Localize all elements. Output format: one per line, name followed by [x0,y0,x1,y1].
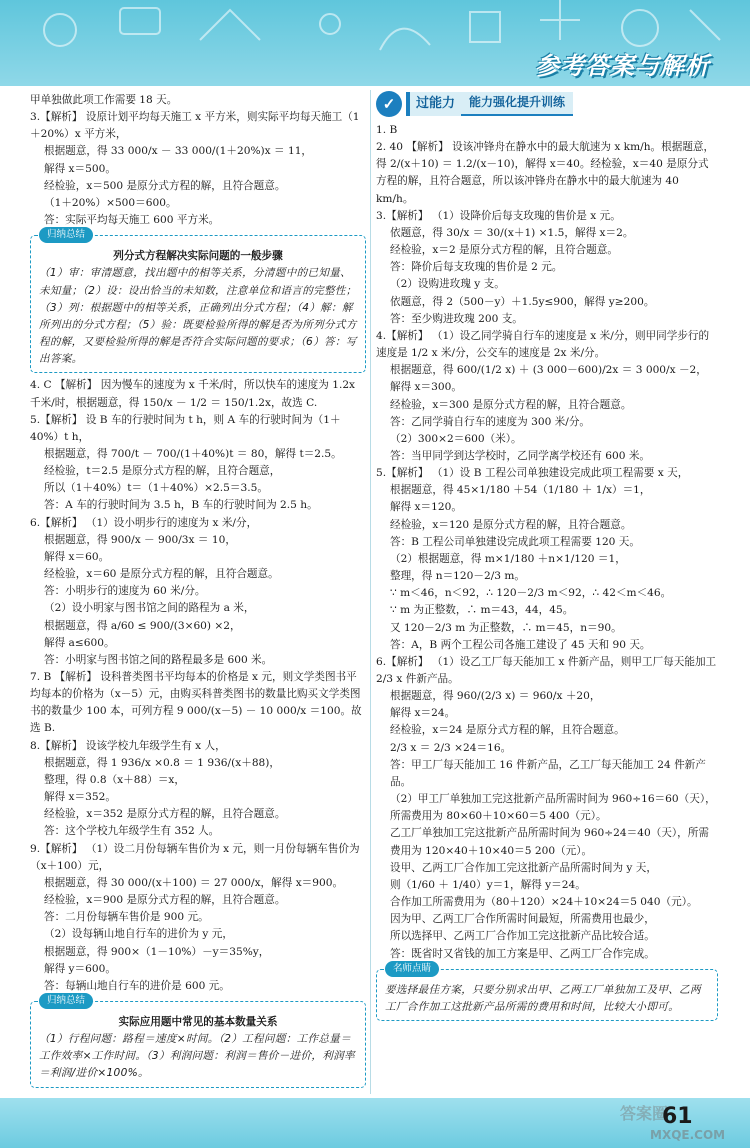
answer-line: 整理，得 n＝120－2/3 m。 [390,570,526,583]
answer-line: 答：至少购进玫瑰 200 支。 [390,312,523,325]
answer-line: 8.【解析】 设该学校九年级学生有 x 人， [30,739,226,752]
answer-line: （2）设每辆山地自行车的进价为 y 元， [44,928,233,941]
answer-line: 根据题意，得 900/x － 900/3x ＝ 10， [44,533,236,546]
answer-line: 整理，得 0.8（x＋88）＝x， [44,773,185,786]
left-answers-a [30,92,366,229]
answer-line: 答：每辆山地自行车的进价是 600 元。 [44,979,230,992]
answer-line: （1＋20%）×500＝600。 [44,196,177,209]
answer-line: 根据题意，得 30 000/(x＋100) ＝ 27 000/x，解得 x＝900。 [44,876,344,889]
answer-line: 答：降价后每支玫瑰的售价是 2 元。 [390,261,563,274]
answer-line: 答：既省时又省钱的加工方案是甲、乙两工厂合作完成。 [390,947,655,960]
answer-line: 所以（1＋40%）t＝（1＋40%）×2.5＝3.5。 [44,482,268,495]
answer-line: 经检验，x＝60 是原分式方程的解，且符合题意。 [44,568,279,581]
answer-line: 经检验，x＝120 是原分式方程的解，且符合题意。 [390,518,632,531]
answer-line: 根据题意，得 960/(2/3 x) ＝ 960/x ＋20， [390,690,601,703]
answer-line: （2）300×2＝600（米）。 [390,432,522,445]
section-header [376,92,718,116]
answer-line: 答：A 车的行驶时间为 3.5 h，B 车的行驶时间为 2.5 h。 [44,499,318,512]
answer-line: 答：B 工程公司单独建设完成此项工程需要 120 天。 [390,535,640,548]
answer-line: 根据题意，得 900×（1－10%）－y＝35%y， [44,945,270,958]
tip-box [376,962,718,1021]
answer-line: （2）根据题意，得 m×1/180 ＋n×1/120 ＝1， [390,552,626,565]
answer-line: 依题意，得 30/x ＝ 30/(x＋1) ×1.5，解得 x＝2。 [390,226,634,239]
section-subtitle: 能力强化提升训练 [461,92,573,115]
answer-line: 2/3 x ＝ 2/3 ×24＝16。 [390,741,512,754]
page-number: 61 [662,1104,693,1129]
summary-title: 实际应用题中常见的基本数量关系 [118,1015,278,1028]
answer-line: 所以选择甲、乙两工厂合作加工完这批新产品比较合适。 [390,930,655,943]
checkmark-icon: ✓ [376,91,402,117]
summary-body: （1）审：审清题意，找出题中的相等关系，分清题中的已知量、未知量；（2）设：设出恰当的未知数，注意单位和语言的完整性；（3）列：根据题中的相等关系，正确列出分式方程；（4）解：解所列出的分式方程；（5）验：既要检验所得的解是否为所列分式方程的解，又要检验所得的解是否符合实际问题的要求；（6）答：写出答案。 [39,267,357,366]
answer-line: 根据题意，得 600/(1/2 x) ＋ (3 000－600)/2x ＝ 3 000/x －2， [390,364,707,377]
answer-line: 设甲、乙两工厂合作加工完这批新产品所需时间为 y 天， [390,861,657,874]
answer-line: 解得 x＝60。 [44,550,110,563]
answer-line: 答：小明家与图书馆之间的路程最多是 600 米。 [44,653,273,666]
answer-line: 2. 40 【解析】 设该冲锋舟在静水中的最大航速为 x km/h。根据题意，得 2/(x＋10) ＝ 1.2/(x－10)，解得 x＝40。经检验，x＝40 是原分式方程的解，且符合题意，所以该冲锋舟在静水中的最大航速为 40 km/h。 [376,141,715,205]
section-name: 过能力 [406,92,461,115]
answer-line: 6.【解析】 （1）设乙工厂每天能加工 x 件新产品，则甲工厂每天能加工 2/3 x 件新产品。 [376,655,717,685]
tip-tag: 名师点睛 [385,961,439,977]
answer-line: 答：实际平均每天施工 600 平方米。 [44,214,220,227]
summary-box-1 [30,229,366,373]
answer-line: （2）设小明家与图书馆之间的路程为 a 米， [44,602,255,615]
answer-line: 经检验，x＝300 是原分式方程的解，且符合题意。 [390,398,632,411]
watermark-url: MXQE.COM [650,1128,726,1142]
answer-line: 答：A，B 两个工程公司各施工建设了 45 天和 90 天。 [390,638,651,651]
right-column [376,92,718,1025]
watermark-logo: 答案圈 [620,1104,669,1123]
left-answers-b [30,377,366,995]
answer-line: 5.【解析】 设 B 车的行驶时间为 t h，则 A 车的行驶时间为（1＋40%）t h， [30,413,341,443]
answer-line: 答：甲工厂每天能加工 16 件新产品，乙工厂每天能加工 24 件新产品。 [390,758,706,788]
answer-line: 6.【解析】 （1）设小明步行的速度为 x 米/分， [30,516,258,529]
answer-line: 则（1/60 ＋ 1/40）y＝1，解得 y＝24。 [390,878,586,891]
answer-line: （2）设购进玫瑰 y 支。 [390,278,505,291]
answer-line: 解得 y＝600。 [44,962,116,975]
answer-line: 甲单独做此项工作需要 18 天。 [30,94,178,106]
answer-line: 经检验，x＝2 是原分式方程的解，且符合题意。 [390,244,618,257]
answer-line: 4.【解析】 （1）设乙同学骑自行车的速度是 x 米/分，则甲同学步行的速度是 1/2 x 米/分，公交车的速度是 2x 米/分。 [376,329,710,360]
summary-title: 列分式方程解决实际问题的一般步骤 [113,250,283,263]
answer-line: 解得 x＝300。 [390,381,462,394]
answer-line: 1. B [376,124,398,136]
answer-line: 答：这个学校九年级学生有 352 人。 [44,825,220,838]
answer-line: ∵ m＜46，n＜92，∴ 120－2/3 m＜92，∴ 42＜m＜46。 [390,587,672,600]
answer-line: 3.【解析】 （1）设降价后每支玫瑰的售价是 x 元。 [376,209,621,222]
answer-line: 依题意，得 2（500－y）＋1.5y≤900，解得 y≥200。 [390,295,655,308]
answer-line: 答：小明步行的速度为 60 米/分。 [44,585,206,598]
answer-line: 经检验，x＝500 是原分式方程的解，且符合题意。 [44,179,286,192]
answer-line: 经检验，x＝352 是原分式方程的解，且符合题意。 [44,808,286,821]
answer-line: 乙工厂单独加工完这批新产品所需时间为 960÷24＝40（天），所需费用为 120×40＋10×40＝5 200（元）。 [390,827,709,857]
answer-line: 解得 x＝24。 [390,707,456,720]
answer-line: 解得 a≤600。 [44,636,115,649]
summary-box-2 [30,994,366,1088]
answer-line: 答：二月份每辆车售价是 900 元。 [44,911,209,924]
answer-line: 解得 x＝352。 [44,791,116,804]
answer-line: 3.【解析】 设原计划平均每天施工 x 平方米，则实际平均每天施工（1＋20%）x 平方米， [30,111,360,141]
answer-line: 根据题意，得 33 000/x － 33 000/(1＋20%)x ＝ 11， [44,145,313,158]
answer-line: 4. C 【解析】 因为慢车的速度为 x 千米/时，所以快车的速度为 1.2x 千米/时，根据题意，得 150/x － 1/2 ＝ 150/1.2x，故选 C. [30,379,356,409]
header-banner [0,0,750,86]
column-divider [370,90,371,1094]
right-answers [376,122,718,963]
answer-line: 根据题意，得 45×1/180 ＋54（1/180 ＋ 1/x）＝1， [390,484,651,497]
answer-line: 合作加工所需费用为（80＋120）×24＋10×24＝5 040（元）。 [390,896,698,909]
answer-line: 经检验，x＝24 是原分式方程的解，且符合题意。 [390,724,625,737]
answer-line: 根据题意，得 700/t － 700/(1＋40%)t ＝ 80，解得 t＝2.5。 [44,447,342,460]
answer-line: ∵ m 为正整数，∴ m＝43，44，45。 [390,604,574,617]
left-column [30,92,366,1092]
answer-line: 解得 x＝500。 [44,162,116,175]
answer-line: （2）甲工厂单独加工完这批新产品所需时间为 960÷16＝60（天），所需费用为 80×60＋10×60＝5 400（元）。 [390,793,716,823]
answer-line: 答：当甲同学到达学校时，乙同学离学校还有 600 米。 [390,449,651,462]
answer-line: 7. B 【解析】 设科普类图书平均每本的价格是 x 元，则文学类图书平均每本的价格为（x－5）元，由购买科普类图书的数量比购买文学类图书的数量少 100 本，可列方程 9 000/(x－5) － 10 000/x ＝100。故选 B. [30,671,362,735]
summary-tag: 归纳总结 [39,227,93,243]
answer-line: 因为甲、乙两工厂合作所需时间最短，所需费用也最少， [390,913,655,926]
answer-line: 根据题意，得 a/60 ≤ 900/(3×60) ×2， [44,619,241,632]
summary-body: （1）行程问题：路程＝速度×时间。（2）工程问题：工作总量＝工作效率×工作时间。（3）利润问题：利润＝售价－进价，利润率＝利润/进价×100%。 [39,1033,355,1080]
answer-line: 经检验，t＝2.5 是原分式方程的解，且符合题意， [44,465,281,478]
answer-line: 解得 x＝120。 [390,501,462,514]
answer-line: 答：乙同学骑自行车的速度为 300 米/分。 [390,415,591,428]
answer-line: 根据题意，得 1 936/x ×0.8 ＝ 1 936/(x＋88)， [44,756,281,769]
answer-line: 经检验，x＝900 是原分式方程的解，且符合题意。 [44,894,286,907]
answer-line: 5.【解析】 （1）设 B 工程公司单独建设完成此项工程需要 x 天， [376,467,689,480]
summary-tag: 归纳总结 [39,993,93,1009]
tip-body: 要选择最佳方案，只要分别求出甲、乙两工厂单独加工及甲、乙两工厂合作加工这批新产品所需的费用和时间，比较大小即可。 [385,983,701,1013]
answer-line: 9.【解析】 （1）设二月份每辆车售价为 x 元，则一月份每辆车售价为（x＋100）元， [30,842,360,872]
answer-line: 又 120－2/3 m 为正整数，∴ m＝45，n＝90。 [390,621,622,634]
brand-title: 参考答案与解析 [535,52,710,80]
